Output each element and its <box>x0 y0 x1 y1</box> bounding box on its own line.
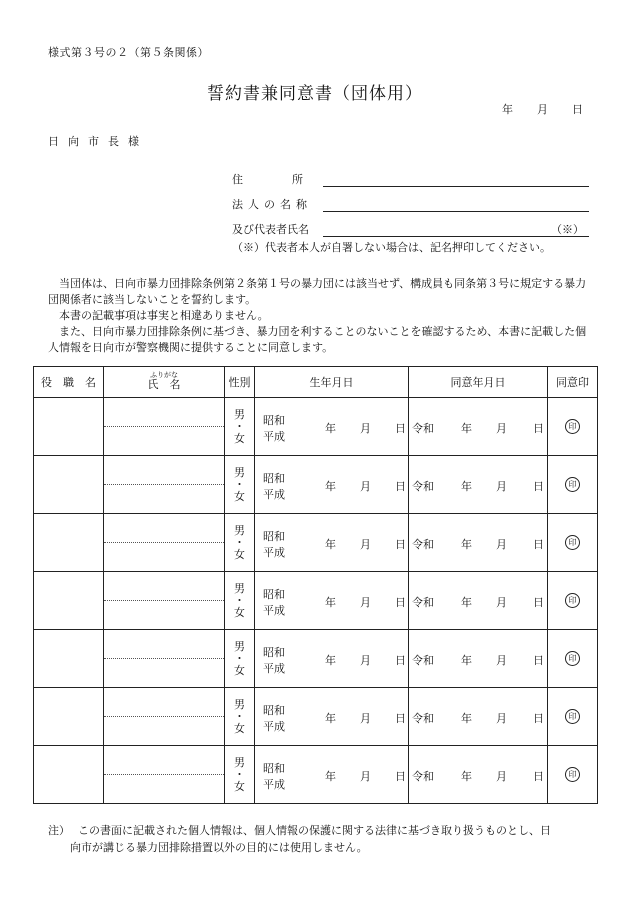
seal-cell[interactable] <box>548 456 598 514</box>
furigana-divider <box>104 426 224 427</box>
era-showa: 昭和 <box>263 646 285 659</box>
sex-male: 男 <box>234 523 245 537</box>
header-birthdate: 生年月日 <box>255 367 409 398</box>
birth-month-label: 月 <box>360 538 371 551</box>
sex-female: 女 <box>234 431 245 445</box>
furigana-divider <box>104 658 224 659</box>
era-reiwa: 令和 <box>412 538 434 551</box>
era-reiwa: 令和 <box>412 596 434 609</box>
pledge-paragraph-3: また、日向市暴力団排除条例に基づき、暴力団を利することのないことを確認するため、本書に記載した個人情報を日向市が警察機関に提供することに同意します。 <box>48 325 587 354</box>
birth-year-label: 年 <box>325 596 336 609</box>
consent-year-label: 年 <box>461 422 472 435</box>
seal-cell[interactable] <box>548 572 598 630</box>
table-row <box>34 572 598 630</box>
header-name <box>104 367 225 398</box>
sex-cell[interactable] <box>225 746 255 804</box>
consent-day-label: 日 <box>533 770 544 783</box>
birth-month-label: 月 <box>360 596 371 609</box>
birthdate-cell[interactable] <box>255 572 409 630</box>
form-number: 様式第３号の２（第５条関係） <box>48 46 209 59</box>
seal-cell[interactable] <box>548 514 598 572</box>
name-cell[interactable] <box>104 746 225 804</box>
birthdate-cell[interactable] <box>255 746 409 804</box>
era-heisei: 平成 <box>263 430 285 443</box>
sex-cell[interactable] <box>225 398 255 456</box>
furigana-divider <box>104 774 224 775</box>
sex-dot: ・ <box>234 651 245 665</box>
name-cell[interactable] <box>104 514 225 572</box>
header-furigana: ふりがな <box>150 371 178 379</box>
sex-dot: ・ <box>234 593 245 607</box>
birth-year-label: 年 <box>325 712 336 725</box>
position-cell[interactable] <box>34 398 104 456</box>
date-year-label: 年 <box>502 103 513 116</box>
consent-month-label: 月 <box>496 770 507 783</box>
header-name-label: 氏 名 <box>147 378 181 391</box>
birth-month-label: 月 <box>360 770 371 783</box>
date-day-label: 日 <box>572 103 583 116</box>
corp-name-field[interactable] <box>323 211 589 212</box>
sex-dot: ・ <box>234 535 245 549</box>
position-cell[interactable] <box>34 746 104 804</box>
pledge-paragraph-1: 当団体は、日向市暴力団排除条例第２条第１号の暴力団には該当せず、構成員も同条第３号に規定する暴力団関係者に該当しないことを誓約します。 <box>48 277 587 306</box>
birth-day-label: 日 <box>395 654 406 667</box>
consent-date-cell[interactable] <box>409 630 548 688</box>
page-title: 誓約書兼同意書（団体用） <box>207 84 423 104</box>
sex-female: 女 <box>234 663 245 677</box>
furigana-divider <box>104 484 224 485</box>
birth-day-label: 日 <box>395 712 406 725</box>
sex-cell[interactable] <box>225 514 255 572</box>
seal-mark: 印 <box>565 477 580 492</box>
header-position: 役 職 名 <box>34 367 104 398</box>
birth-year-label: 年 <box>325 538 336 551</box>
era-reiwa: 令和 <box>412 770 434 783</box>
date-month-label: 月 <box>537 103 548 116</box>
consent-day-label: 日 <box>533 596 544 609</box>
era-showa: 昭和 <box>263 530 285 543</box>
consent-year-label: 年 <box>461 712 472 725</box>
rep-name-mark: （※） <box>551 223 584 236</box>
consent-date-cell[interactable] <box>409 398 548 456</box>
sex-dot: ・ <box>234 419 245 433</box>
sex-male: 男 <box>234 581 245 595</box>
sex-female: 女 <box>234 605 245 619</box>
consent-day-label: 日 <box>533 422 544 435</box>
table-row <box>34 456 598 514</box>
birth-year-label: 年 <box>325 770 336 783</box>
rep-name-label: 及び代表者氏名 <box>232 223 309 236</box>
birth-month-label: 月 <box>360 422 371 435</box>
name-cell[interactable] <box>104 398 225 456</box>
consent-day-label: 日 <box>533 538 544 551</box>
consent-day-label: 日 <box>533 654 544 667</box>
footer-line-1: この書面に記載された個人情報は、個人情報の保護に関する法律に基づき取り扱うものとし、日 <box>78 824 551 837</box>
era-showa: 昭和 <box>263 472 285 485</box>
seal-mark: 印 <box>565 535 580 550</box>
birth-year-label: 年 <box>325 654 336 667</box>
seal-cell[interactable] <box>548 398 598 456</box>
birthdate-cell[interactable] <box>255 456 409 514</box>
member-table <box>33 366 598 804</box>
seal-mark: 印 <box>565 593 580 608</box>
consent-date-cell[interactable] <box>409 456 548 514</box>
consent-year-label: 年 <box>461 538 472 551</box>
footer-note <box>48 822 596 856</box>
birthdate-cell[interactable] <box>255 630 409 688</box>
table-row <box>34 630 598 688</box>
name-cell[interactable] <box>104 572 225 630</box>
era-showa: 昭和 <box>263 588 285 601</box>
consent-year-label: 年 <box>461 770 472 783</box>
corp-name-label: 法人の名称 <box>232 198 312 211</box>
consent-month-label: 月 <box>496 654 507 667</box>
birth-day-label: 日 <box>395 422 406 435</box>
birthdate-cell[interactable] <box>255 398 409 456</box>
table-row <box>34 514 598 572</box>
birth-day-label: 日 <box>395 538 406 551</box>
sex-male: 男 <box>234 639 245 653</box>
seal-mark: 印 <box>565 767 580 782</box>
consent-year-label: 年 <box>461 480 472 493</box>
footer-prefix: 注） <box>48 824 70 837</box>
name-cell[interactable] <box>104 688 225 746</box>
furigana-divider <box>104 542 224 543</box>
era-reiwa: 令和 <box>412 480 434 493</box>
birth-day-label: 日 <box>395 770 406 783</box>
birth-month-label: 月 <box>360 654 371 667</box>
consent-date-cell[interactable] <box>409 514 548 572</box>
consent-month-label: 月 <box>496 538 507 551</box>
seal-cell[interactable] <box>548 688 598 746</box>
era-heisei: 平成 <box>263 778 285 791</box>
name-cell[interactable] <box>104 630 225 688</box>
era-reiwa: 令和 <box>412 712 434 725</box>
position-cell[interactable] <box>34 456 104 514</box>
consent-date-cell[interactable] <box>409 688 548 746</box>
era-showa: 昭和 <box>263 414 285 427</box>
sex-cell[interactable] <box>225 688 255 746</box>
address-label: 住 所 <box>232 173 304 186</box>
consent-day-label: 日 <box>533 712 544 725</box>
sex-female: 女 <box>234 489 245 503</box>
era-heisei: 平成 <box>263 720 285 733</box>
era-reiwa: 令和 <box>412 422 434 435</box>
furigana-divider <box>104 716 224 717</box>
birth-month-label: 月 <box>360 712 371 725</box>
sex-female: 女 <box>234 721 245 735</box>
seal-cell[interactable] <box>548 630 598 688</box>
sex-cell[interactable] <box>225 630 255 688</box>
sex-dot: ・ <box>234 477 245 491</box>
seal-cell[interactable] <box>548 746 598 804</box>
era-showa: 昭和 <box>263 762 285 775</box>
sex-cell[interactable] <box>225 572 255 630</box>
era-showa: 昭和 <box>263 704 285 717</box>
seal-mark: 印 <box>565 709 580 724</box>
header-sex: 性別 <box>225 367 255 398</box>
sex-cell[interactable] <box>225 456 255 514</box>
sex-dot: ・ <box>234 767 245 781</box>
consent-month-label: 月 <box>496 596 507 609</box>
birthdate-cell[interactable] <box>255 514 409 572</box>
birth-year-label: 年 <box>325 422 336 435</box>
consent-month-label: 月 <box>496 480 507 493</box>
header-consent-date: 同意年月日 <box>409 367 548 398</box>
header-seal: 同意印 <box>548 367 598 398</box>
pledge-paragraph-2: 本書の記載事項は事実と相違ありません。 <box>59 309 269 322</box>
table-row <box>34 398 598 456</box>
table-row <box>34 688 598 746</box>
furigana-divider <box>104 600 224 601</box>
era-reiwa: 令和 <box>412 654 434 667</box>
sex-male: 男 <box>234 407 245 421</box>
era-heisei: 平成 <box>263 546 285 559</box>
name-cell[interactable] <box>104 456 225 514</box>
position-cell[interactable] <box>34 688 104 746</box>
rep-name-field[interactable] <box>323 236 589 237</box>
seal-mark: 印 <box>565 419 580 434</box>
sex-dot: ・ <box>234 709 245 723</box>
sex-male: 男 <box>234 697 245 711</box>
position-cell[interactable] <box>34 572 104 630</box>
seal-note: （※）代表者本人が自署しない場合は、記名押印してください。 <box>232 241 551 254</box>
sex-male: 男 <box>234 755 245 769</box>
consent-date-cell[interactable] <box>409 746 548 804</box>
consent-date-cell[interactable] <box>409 572 548 630</box>
consent-month-label: 月 <box>496 712 507 725</box>
position-cell[interactable] <box>34 630 104 688</box>
sex-female: 女 <box>234 547 245 561</box>
consent-month-label: 月 <box>496 422 507 435</box>
sex-female: 女 <box>234 779 245 793</box>
birth-day-label: 日 <box>395 480 406 493</box>
era-heisei: 平成 <box>263 662 285 675</box>
birth-month-label: 月 <box>360 480 371 493</box>
table-row <box>34 746 598 804</box>
seal-mark: 印 <box>565 651 580 666</box>
consent-year-label: 年 <box>461 654 472 667</box>
birth-day-label: 日 <box>395 596 406 609</box>
address-field[interactable] <box>323 186 589 187</box>
era-heisei: 平成 <box>263 604 285 617</box>
pledge-text <box>48 276 588 356</box>
birth-year-label: 年 <box>325 480 336 493</box>
era-heisei: 平成 <box>263 488 285 501</box>
recipient: 日向市長様 <box>48 135 148 148</box>
birthdate-cell[interactable] <box>255 688 409 746</box>
consent-day-label: 日 <box>533 480 544 493</box>
sex-male: 男 <box>234 465 245 479</box>
consent-year-label: 年 <box>461 596 472 609</box>
position-cell[interactable] <box>34 514 104 572</box>
footer-line-2: 向市が講じる暴力団排除措置以外の目的には使用しません。 <box>70 841 368 854</box>
